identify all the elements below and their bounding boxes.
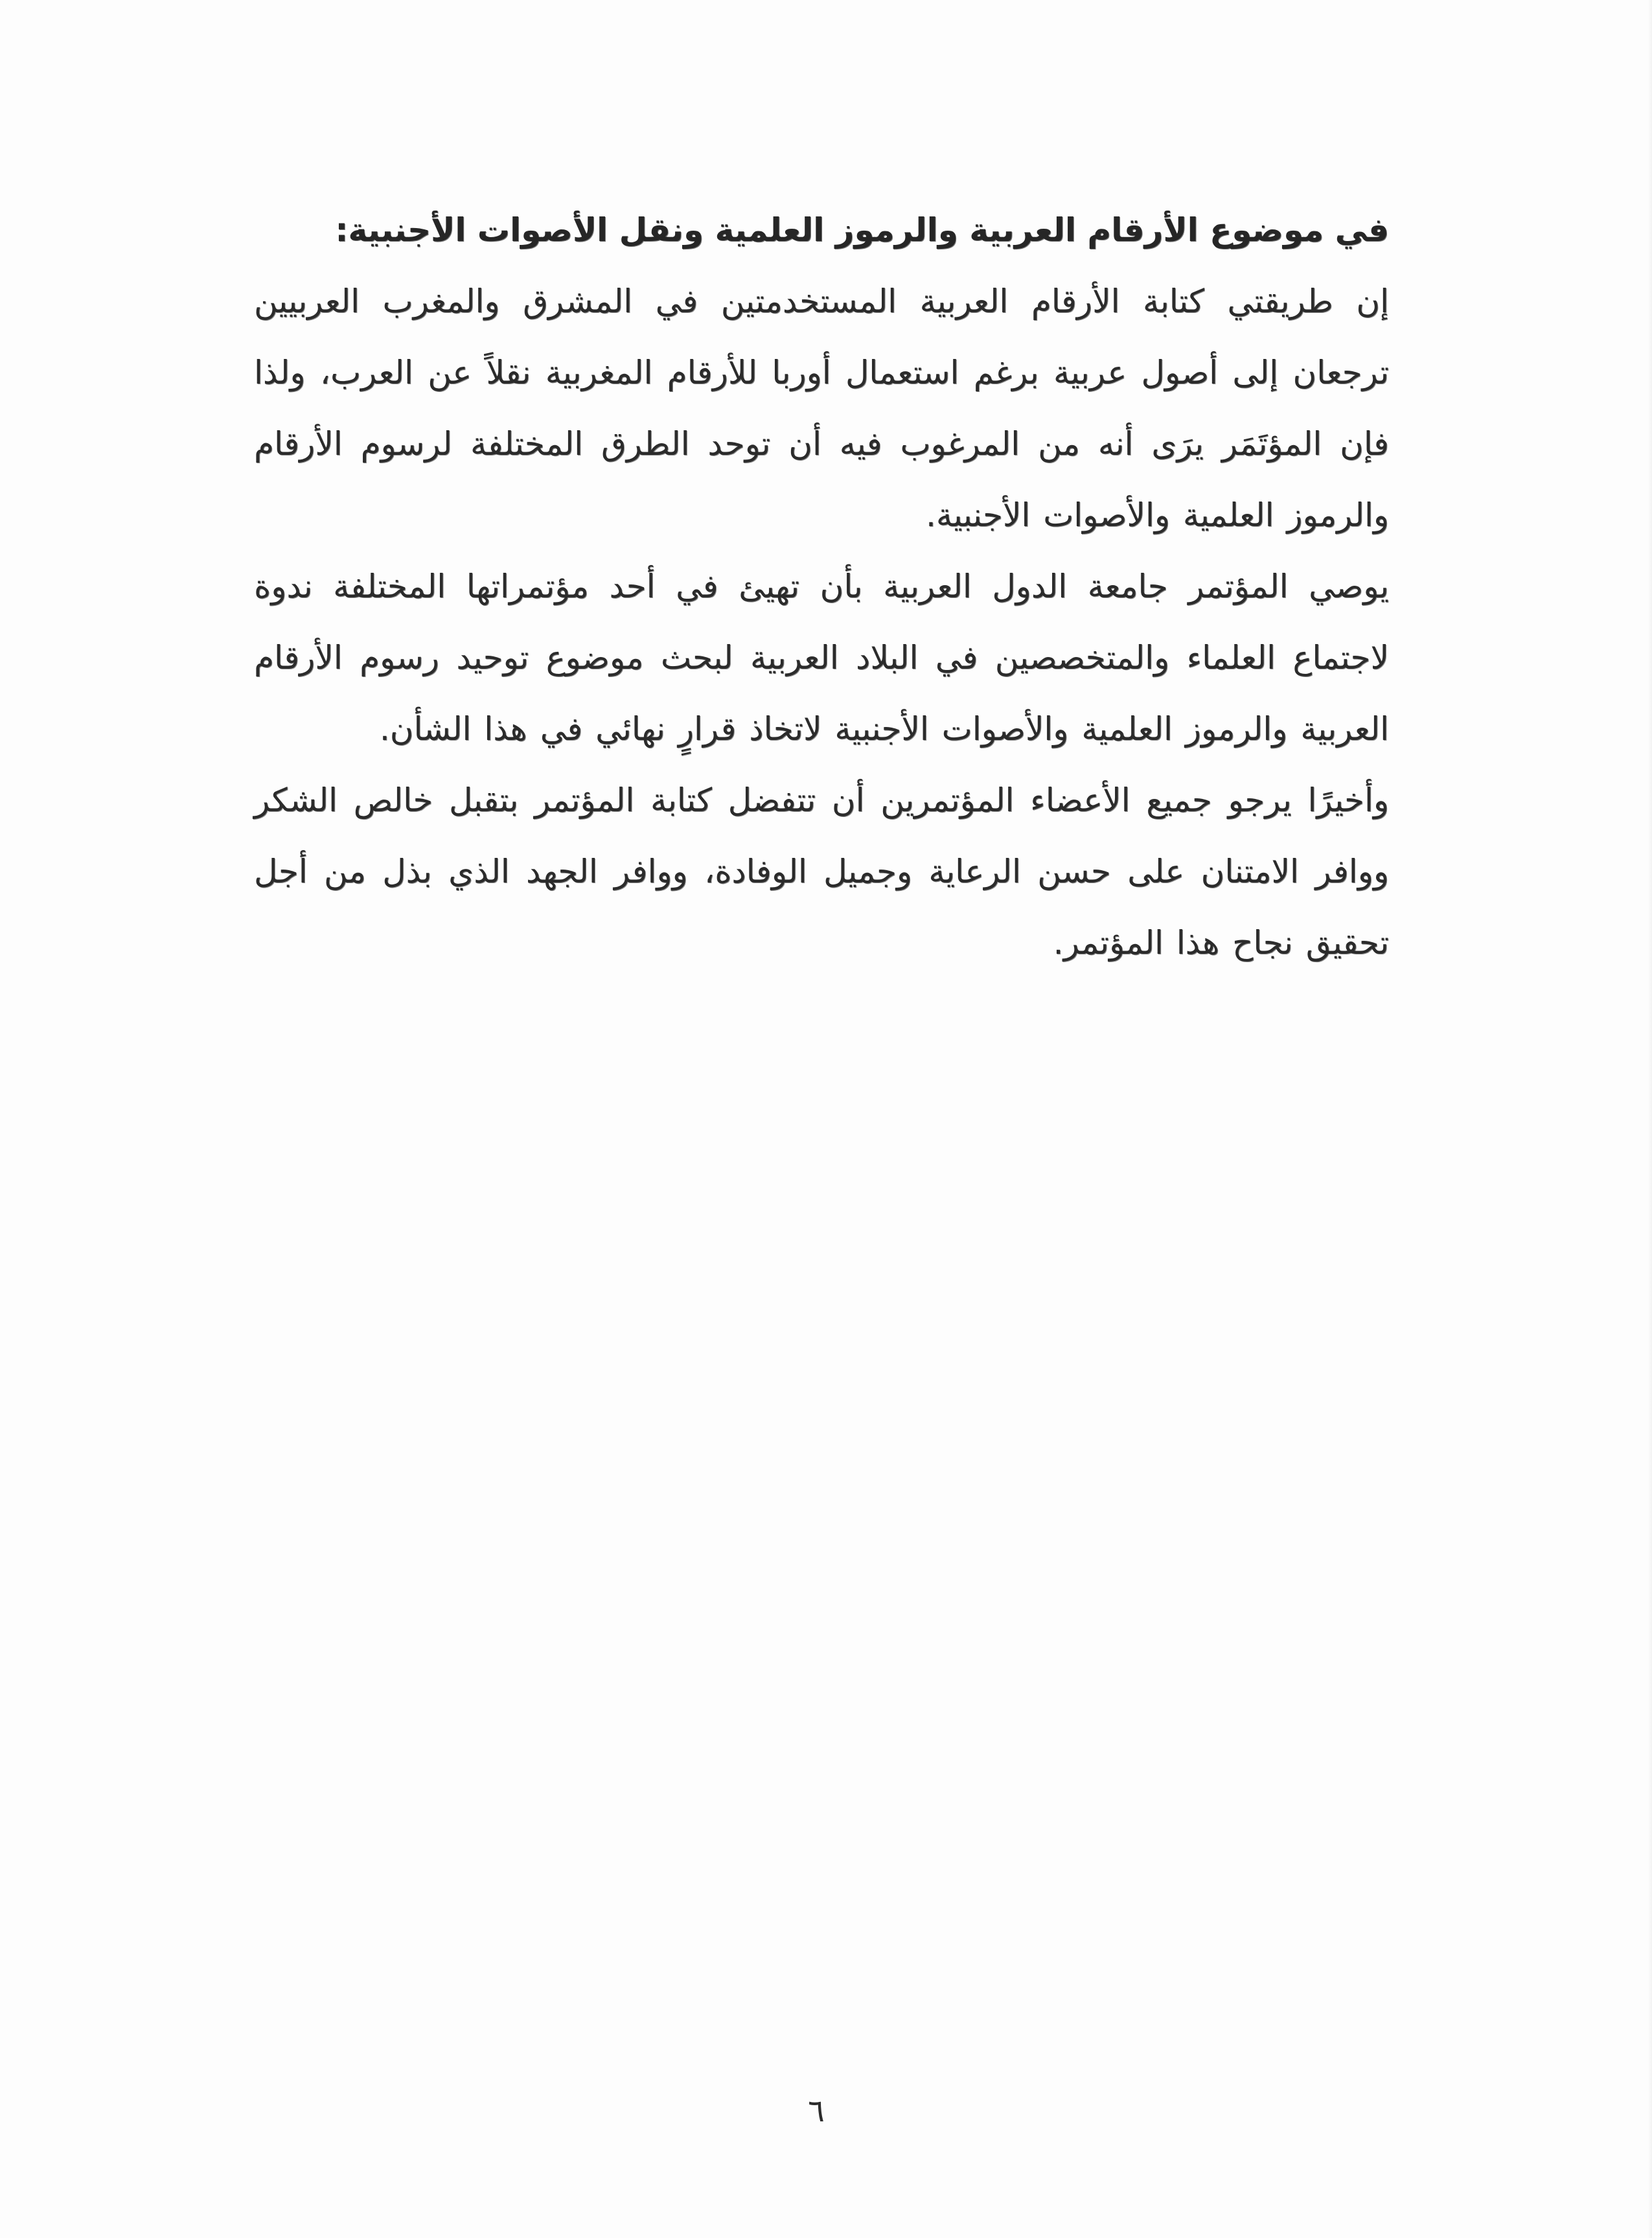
paragraph-arabic-numerals: إن طريقتي كتابة الأرقام العربية المستخدمتين في المشرق والمغرب العربيين ترجعان إلى أصول عربية برغم استعمال أوربا للأرقام المغربية نقلاً عن العرب، ولذا فإن المؤتَمَر يرَى أنه من المرغوب فيه أن توحد الطرق المختلفة لرسوم الأرقام والرموز العلمية والأصوات الأجنبية.	[254, 283, 1389, 534]
paragraph-recommendation: يوصي المؤتمر جامعة الدول العربية بأن تهيئ في أحد مؤتمراتها المختلفة ندوة لاجتماع العلماء والمتخصصين في البلاد العربية لبحث موضوع توحيد رسوم الأرقام العربية والرموز العلمية والأصوات الأجنبية لاتخاذ قرارٍ نهائي في هذا الشأن.	[254, 568, 1389, 748]
document-body	[254, 194, 1389, 978]
page-number: ٦	[808, 2093, 825, 2129]
section-heading: في موضوع الأرقام العربية والرموز العلمية ونقل الأصوات الأجنبية:	[335, 211, 1389, 249]
paragraph-thanks: وأخيرًا يرجو جميع الأعضاء المؤتمرين أن تتفضل كتابة المؤتمر بتقبل خالص الشكر ووافر الامتنان على حسن الرعاية وجميل الوفادة، ووافر الجهد الذي بذل من أجل تحقيق نجاح هذا المؤتمر.	[254, 781, 1389, 962]
scan-edge	[1648, 0, 1652, 2238]
